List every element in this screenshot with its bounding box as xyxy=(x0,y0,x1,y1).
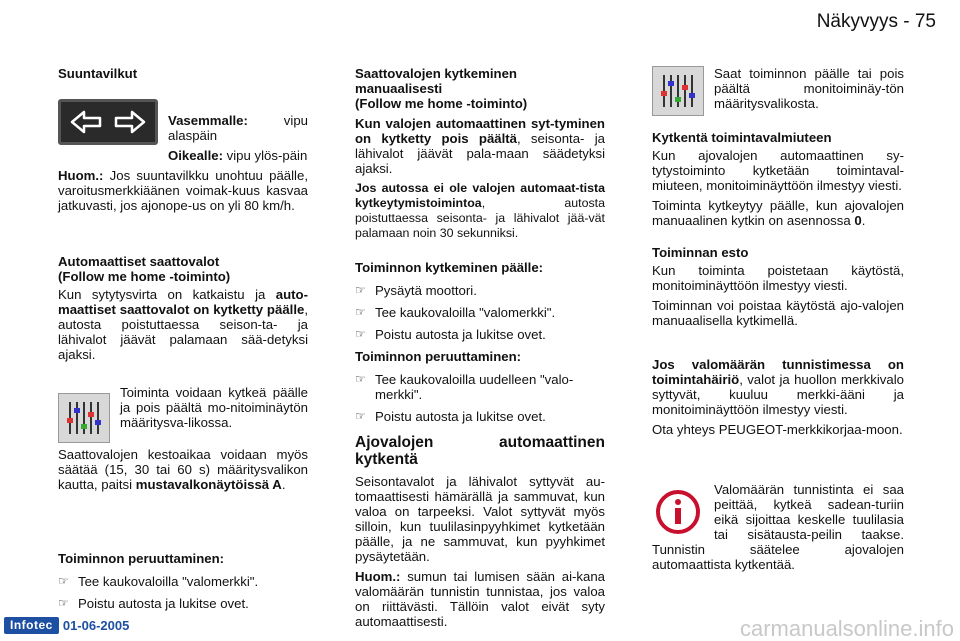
note-label-2: Huom.: xyxy=(355,569,401,584)
auto-lights-title-1: Automaattiset saattovalot xyxy=(58,254,220,269)
list-item-text: Tee kaukovaloilla "valomerkki". xyxy=(375,305,556,320)
right-label: Oikealle: xyxy=(168,148,223,163)
enable-title-3: Kytkentä toimintavalmiuteen xyxy=(652,130,832,145)
auto-lights-title-2: (Follow me home -toiminto) xyxy=(58,269,231,284)
pointing-hand-icon: ☞ xyxy=(58,596,69,610)
turn-signal-arrows-icon xyxy=(58,99,158,145)
disable-text-1: Kun toiminta poistetaan käytöstä, monitoiminäyttöön ilmestyy viesti. xyxy=(652,263,904,293)
infotec-logo: Infotec xyxy=(4,617,59,634)
auto-text-1: Kun sytytysvirta on katkaistu ja xyxy=(58,287,266,302)
disable-title: Toiminnan esto xyxy=(652,245,749,260)
disable-text-2: Toiminnan voi poistaa käytöstä ajo-valojen manuaalisella kytkimellä. xyxy=(652,298,904,328)
enable-bold: 0 xyxy=(854,213,862,228)
left-label: Vasemmalle: xyxy=(168,113,248,128)
list-item-text: Pysäytä moottori. xyxy=(375,283,477,298)
menu-text-3: Saat toiminnon päälle tai pois päältä monitoiminäy-tön määritysvalikosta. xyxy=(714,66,904,111)
manual-text: , seisonta- ja lähivalot jäävät pala-maan säädetyksi ajaksi. xyxy=(355,131,605,176)
settings-sliders-icon xyxy=(652,66,704,116)
list-item xyxy=(355,372,605,402)
page-title: Näkyvyys - 75 xyxy=(816,11,936,32)
note-text: Jos suuntavilkku unohtuu päälle, varoitusmerkkiäänen voimak-kuus kasvaa jatkuvasti, jos ajonope-us on yli 80 km/h. xyxy=(58,168,308,213)
list-item xyxy=(58,596,308,611)
pointing-hand-icon: ☞ xyxy=(355,372,366,386)
fault-text: , valot ja huollon merkkivalo syttyvät, kuuluu merkki-ääni ja monitoiminäyttöön ilmestyy viesti. xyxy=(652,372,904,417)
list-item-text: Poistu autosta ja lukitse ovet. xyxy=(375,327,546,342)
manual-title-1: Saattovalojen kytkeminen xyxy=(355,66,517,81)
pointing-hand-icon: ☞ xyxy=(355,409,366,423)
pointing-hand-icon: ☞ xyxy=(355,283,366,297)
list-item-text: Poistu autosta ja lukitse ovet. xyxy=(375,409,546,424)
note-label: Huom.: xyxy=(58,168,104,183)
auto-headlights-title: Ajovalojen automaattinen kytkentä xyxy=(355,434,605,468)
footer xyxy=(4,617,129,634)
duration-text: Saattovalojen kestoaikaa voidaan myös säätää (15, 30 tai 60 s) määritysvalikon kautta, paitsi xyxy=(58,447,308,492)
manual-title-2: manuaalisesti xyxy=(355,81,443,96)
manual-bold: Kun valojen automaattinen syt-tyminen on kytketty pois päältä xyxy=(355,116,605,146)
list-item-text: Tee kaukovaloilla "valomerkki". xyxy=(78,574,259,589)
manual-title-3: (Follow me home -toiminto) xyxy=(355,96,528,111)
duration-end: . xyxy=(281,477,286,492)
auto-on-text: , autosta poistuttaessa seisonta- ja lähivalot jää-vät palamaan noin 30 sekunniksi. xyxy=(355,196,605,240)
info-text: Valomäärän tunnistinta ei saa peittää, kytkeä sadean-turiin eikä sijoittaa keskelle tuulilasia tai sisätausta-peilin taakse. Tunnistin säätelee ajovalojen automaattista kytkentää. xyxy=(652,482,904,572)
list-item xyxy=(355,327,605,342)
list-item xyxy=(58,574,308,589)
cancel-title: Toiminnon peruuttaminen: xyxy=(58,551,225,566)
turn-signals-title: Suuntavilkut xyxy=(58,66,138,81)
fault-bold: Jos valomäärän tunnistimessa on toimintahäiriö xyxy=(652,357,904,387)
watermark: carmanualsonline.info xyxy=(739,616,954,641)
right-text: vipu ylös-päin xyxy=(226,148,308,163)
column-1 xyxy=(58,66,308,618)
enable-end: . xyxy=(861,213,866,228)
list-item-text: Poistu autosta ja lukitse ovet. xyxy=(78,596,249,611)
contact-text: Ota yhteys PEUGEOT-merkkikorjaa-moon. xyxy=(652,422,903,437)
pointing-hand-icon: ☞ xyxy=(355,305,366,319)
auto-text-2: , autosta poistuttaessa seison-ta- ja lähivalot jäävät palamaan sää-detyksi ajaksi. xyxy=(58,302,308,362)
auto-bold: auto-maattiset saattovalot on kytketty päälle xyxy=(58,287,308,317)
enable-title: Toiminnon kytkeminen päälle: xyxy=(355,260,544,275)
auto-headlights-text: Seisontavalot ja lähivalot syttyvät au-tomaattisesti hämärällä ja sammuvat, kun valoa on tarpeeksi. Valot syttyvät myös silloin, kun tuulilasinpyyhkimet kytketään päälle, ja ne sammuvat, kun pyyhkimet pysäytetään. xyxy=(355,474,605,564)
pointing-hand-icon: ☞ xyxy=(58,574,69,588)
info-icon xyxy=(652,486,704,538)
menu-text: Toiminta voidaan kytkeä päälle ja pois päältä mo-nitoiminäytön määritysva-likossa. xyxy=(120,385,308,430)
list-item xyxy=(355,283,605,298)
settings-sliders-icon xyxy=(58,393,110,443)
auto-on-bold: Jos autossa ei ole valojen automaat-tista kytkeytymistoimintoa xyxy=(355,181,605,210)
list-item xyxy=(355,409,605,424)
left-text: vipu alaspäin xyxy=(168,113,308,143)
list-item-text: Tee kaukovaloilla uudelleen "valo-merkki". xyxy=(375,372,574,402)
pointing-hand-icon: ☞ xyxy=(355,327,366,341)
enable-text-2: Toiminta kytkeytyy päälle, kun ajovalojen manuaalinen kytkin on asennossa xyxy=(652,198,904,228)
list-item xyxy=(355,305,605,320)
note-text-2: sumun tai lumisen sään ai-kana valomäärän tunnistin tunnistaa, jos valoa on riittävästi. Tällöin valot eivät syty automaattisesti. xyxy=(355,569,605,629)
footer-date: 01-06-2005 xyxy=(62,618,130,633)
enable-text-1: Kun ajovalojen automaattinen sy-tytystoiminto kytketään toimintaval-miuteen, monitoiminäyttöön ilmestyy viesti. xyxy=(652,148,904,193)
cancel-title-2: Toiminnon peruuttaminen: xyxy=(355,349,522,364)
duration-bold: mustavalkonäytöissä A xyxy=(135,477,282,492)
column-3 xyxy=(652,66,904,572)
column-2 xyxy=(355,66,605,634)
